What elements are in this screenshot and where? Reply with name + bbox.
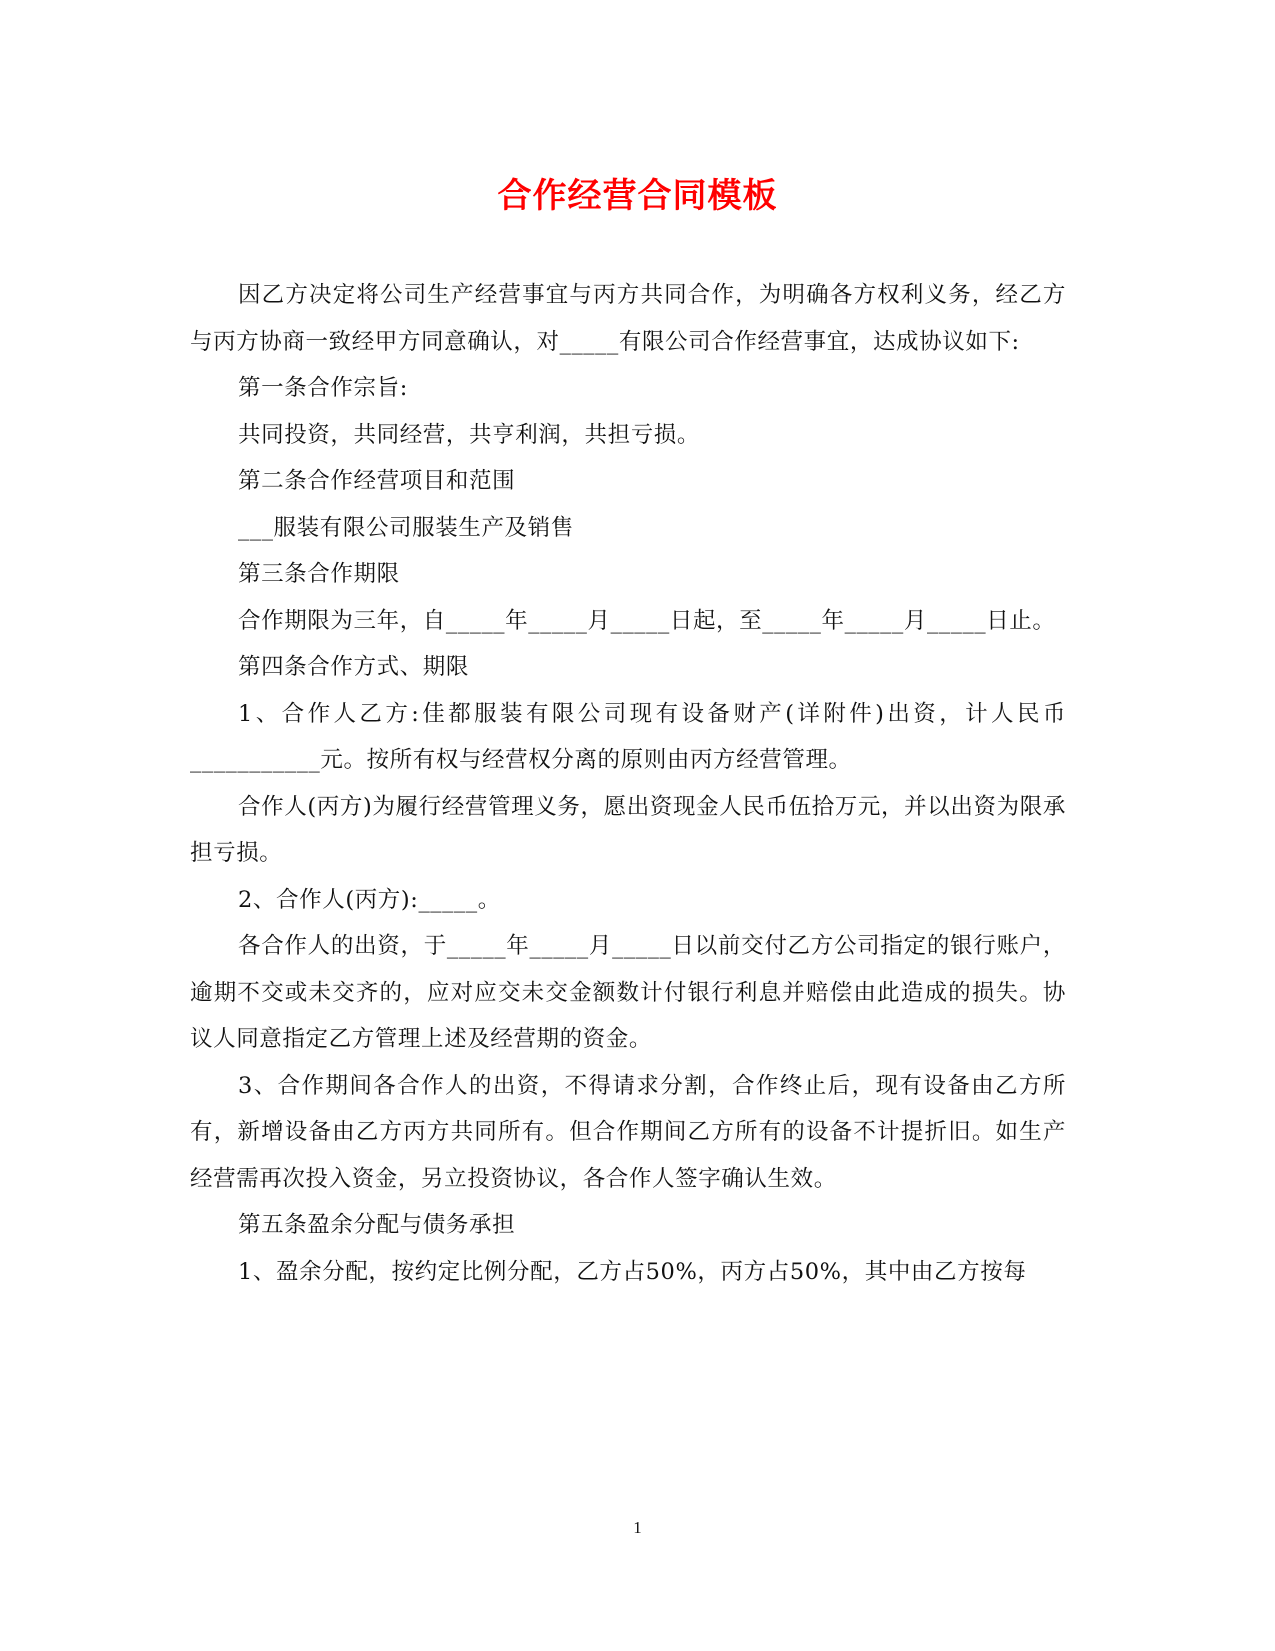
document-body (190, 272, 1066, 1295)
article-4-item-2-detail: 各合作人的出资，于_____年_____月_____日以前交付乙方公司指定的银行账户，逾期不交或未交齐的，应对应交未交金额数计付银行利息并赔偿由此造成的损失。协议人同意指定乙方管理上述及经营期的资金。 (190, 933, 1066, 1052)
page-number: 1 (633, 1518, 642, 1537)
article-5-heading: 第五条盈余分配与债务承担 (238, 1212, 516, 1238)
article-3-text: 合作期限为三年，自_____年_____月_____日起，至_____年_____月_____日止。 (238, 607, 1056, 634)
article-4-item-2: 2、合作人(丙方):_____。 (238, 886, 501, 913)
article-1-text: 共同投资，共同经营，共亨利润，共担亏损。 (238, 421, 701, 448)
article-1-heading: 第一条合作宗旨: (238, 375, 408, 401)
paragraph-intro: 因乙方决定将公司生产经营事宜与丙方共同合作，为明确各方权利义务，经乙方与丙方协商一致经甲方同意确认，对_____有限公司合作经营事宜，达成协议如下: (190, 282, 1066, 355)
article-4-item-1: 1、合作人乙方:佳都服装有限公司现有设备财产(详附件)出资，计人民币___________元。按所有权与经营权分离的原则由丙方经营管理。 (190, 700, 1066, 773)
article-3-heading: 第三条合作期限 (238, 561, 400, 587)
article-4-item-1-detail: 合作人(丙方)为履行经营管理义务，愿出资现金人民币伍拾万元，并以出资为限承担亏损。 (190, 793, 1066, 866)
article-2-text: ___服装有限公司服装生产及销售 (238, 514, 574, 541)
article-5-item-1: 1、盈余分配，按约定比例分配，乙方占50%，丙方占50%，其中由乙方按每 (238, 1258, 1027, 1285)
article-4-heading: 第四条合作方式、期限 (238, 654, 470, 680)
document-title: 合作经营合同模板 (497, 176, 778, 216)
article-4-item-3: 3、合作期间各合作人的出资，不得请求分割，合作终止后，现有设备由乙方所有，新增设备由乙方丙方共同所有。但合作期间乙方所有的设备不计提折旧。如生产经营需再次投入资金，另立投资协议，各合作人签字确认生效。 (190, 1072, 1066, 1192)
article-2-heading: 第二条合作经营项目和范围 (238, 468, 516, 494)
